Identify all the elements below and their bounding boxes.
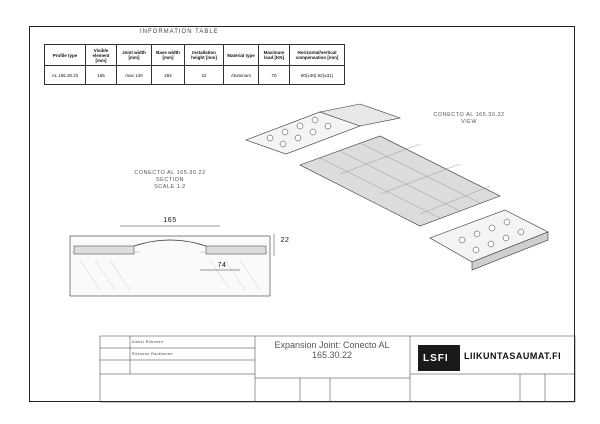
checker-name: Riikonen Rautiainen [132,352,173,356]
header-maximum-load: Maximum load [KN] [259,45,290,66]
brand-name: LIIKUNTASAUMAT.FI [464,351,562,361]
plate-bottom [430,210,548,262]
cell-installation-height: 22 [185,66,224,85]
header-compensation: Horizontal/vertical compensation [mm] [290,45,345,66]
header-visible-element: Visible element [mm] [86,45,117,66]
cell-compensation: 80(±30) 62(±31) [290,66,345,85]
cell-base-width: 284 [152,66,185,85]
dimension-height: 22 [280,237,290,244]
section-label: CONECTO AL 165.30.22 SECTION SCALE 1:2 [134,170,206,190]
header-installation-height: Installation height [mm] [185,45,224,66]
section-view [70,226,274,296]
header-material-type: Material type [224,45,259,66]
drawing-title: Expansion Joint: Conecto AL 165.30.22 [274,340,390,360]
cell-joint-width: max 140 [117,66,152,85]
cell-maximum-load: 70 [259,66,290,85]
view-label: CONECTO AL 165.30.22 VIEW [433,112,505,125]
header-base-width: Base width [mm] [152,45,185,66]
designer-name: Aleksi Riikonen [132,340,164,344]
brand-logo [414,342,574,372]
dimension-offset: 74 [217,262,227,269]
header-profile-type: Profile type [45,45,86,66]
dimension-visible-width: 165 [163,217,177,224]
cell-profile-type: AL 165.30.22 [45,66,86,85]
brand-mark: LSFI [418,345,460,371]
info-table-title: INFORMATION TABLE [140,29,219,35]
cell-material-type: Aluminum [224,66,259,85]
cell-visible-element: 165 [86,66,117,85]
header-joint-width: Joint width [mm] [117,45,152,66]
